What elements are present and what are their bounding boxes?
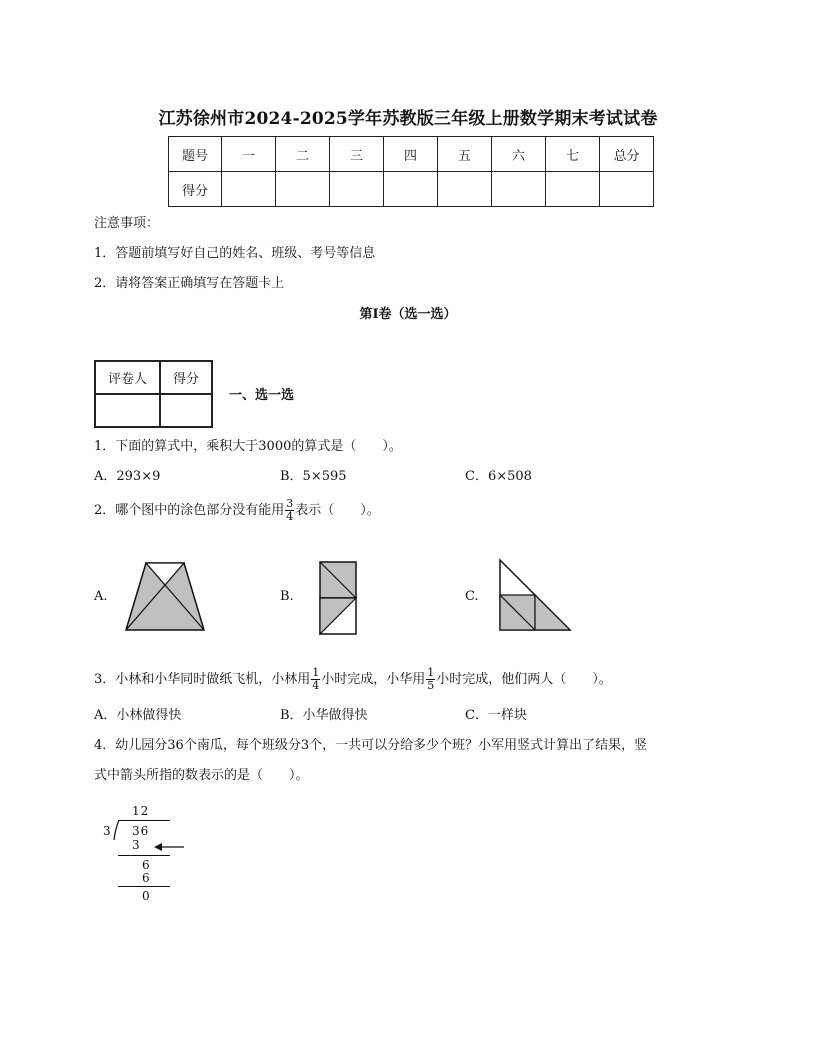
score-input-cell[interactable] (384, 172, 438, 207)
score-input-cell[interactable] (492, 172, 546, 207)
q2-stem-post: 表示（ ）。 (295, 503, 380, 518)
q2-option-a[interactable]: A. (94, 589, 108, 604)
fraction-numerator: 3 (286, 497, 294, 510)
score-input-cell[interactable] (330, 172, 384, 207)
division-bracket-top (118, 820, 170, 821)
trapezoid-figure (124, 560, 208, 632)
q1-stem: 1．下面的算式中，乘积大于3000的算式是（ ）。 (94, 439, 402, 454)
part-heading: 一、选一选 (229, 388, 295, 403)
fraction-denominator: 4 (286, 510, 294, 523)
right-triangle-figure (497, 557, 573, 633)
division-step2: 6 (142, 858, 150, 872)
q2-fraction (285, 498, 294, 523)
grader-input-cell[interactable] (95, 394, 160, 427)
section-title: 第I卷（选一选） (359, 307, 457, 322)
q1-option-c[interactable]: C．6×508 (465, 469, 532, 484)
division-line (118, 886, 170, 887)
arrow-left-icon (152, 841, 186, 853)
division-step3: 6 (142, 871, 150, 885)
q3-stem (94, 664, 612, 696)
q3-fraction-1 (311, 667, 320, 692)
score-cell: 题号 (169, 137, 222, 172)
q3-stem-part3: 小时完成，他们两人（ ）。 (436, 672, 612, 687)
division-remainder: 0 (142, 889, 150, 903)
q3-fraction-2 (426, 667, 435, 692)
q2-stem-pre: 2．哪个图中的涂色部分没有能用 (94, 503, 285, 518)
grader-input-cell[interactable] (160, 394, 212, 427)
score-input-cell[interactable] (438, 172, 492, 207)
q2-option-c[interactable]: C. (465, 589, 479, 604)
q1-option-b[interactable]: B．5×595 (280, 469, 347, 484)
q2-stem (94, 496, 380, 526)
squares-figure (318, 560, 360, 638)
score-input-cell[interactable] (546, 172, 600, 207)
division-quotient: 12 (132, 804, 150, 818)
score-input-cell[interactable] (276, 172, 330, 207)
fraction-denominator: 5 (427, 679, 435, 692)
q4-stem-line1: 4．幼儿园分36个南瓜，每个班级分3个，一共可以分给多少个班？小军用竖式计算出了结果，竖 (94, 738, 648, 753)
score-cell: 二 (276, 137, 330, 172)
page-title: 江苏徐州市2024-2025学年苏教版三年级上册数学期末考试试卷 (158, 109, 658, 129)
score-cell: 三 (330, 137, 384, 172)
score-table (168, 136, 654, 207)
grader-table (94, 360, 213, 428)
q3-option-c[interactable]: C．一样块 (465, 708, 527, 723)
score-cell: 四 (384, 137, 438, 172)
score-cell: 七 (546, 137, 600, 172)
q3-stem-part1: 3．小林和小华同时做纸飞机，小林用 (94, 672, 311, 687)
long-division-figure (96, 800, 206, 905)
q1-option-a[interactable]: A．293×9 (94, 469, 161, 484)
division-step1: 3 (132, 838, 140, 852)
division-divisor: 3 (103, 824, 111, 838)
q3-option-a[interactable]: A．小林做得快 (94, 708, 182, 723)
score-table-header-row (169, 137, 654, 172)
q4-stem-line2: 式中箭头所指的数表示的是（ ）。 (94, 768, 309, 783)
fraction-numerator: 1 (312, 666, 320, 679)
division-line (118, 855, 170, 856)
notice-item-1: 1．答题前填写好自己的姓名、班级、考号等信息 (94, 246, 376, 261)
notice-heading: 注意事项： (94, 216, 160, 231)
score-cell: 六 (492, 137, 546, 172)
grader-score-label: 得分 (160, 361, 212, 394)
fraction-numerator: 1 (427, 666, 435, 679)
score-cell: 五 (438, 137, 492, 172)
division-dividend: 36 (132, 824, 150, 838)
score-cell: 一 (222, 137, 276, 172)
grader-label: 评卷人 (95, 361, 160, 394)
score-input-cell[interactable] (600, 172, 654, 207)
fraction-denominator: 4 (312, 679, 320, 692)
score-input-cell[interactable] (222, 172, 276, 207)
score-cell: 总分 (600, 137, 654, 172)
score-table-score-row (169, 172, 654, 207)
q3-stem-part2: 小时完成，小华用 (321, 672, 426, 687)
notice-item-2: 2．请将答案正确填写在答题卡上 (94, 276, 285, 291)
q2-option-b[interactable]: B. (280, 589, 294, 604)
q3-option-b[interactable]: B．小华做得快 (280, 708, 368, 723)
division-bracket (113, 819, 121, 841)
score-cell: 得分 (169, 172, 222, 207)
shaded-triangle (535, 595, 570, 630)
